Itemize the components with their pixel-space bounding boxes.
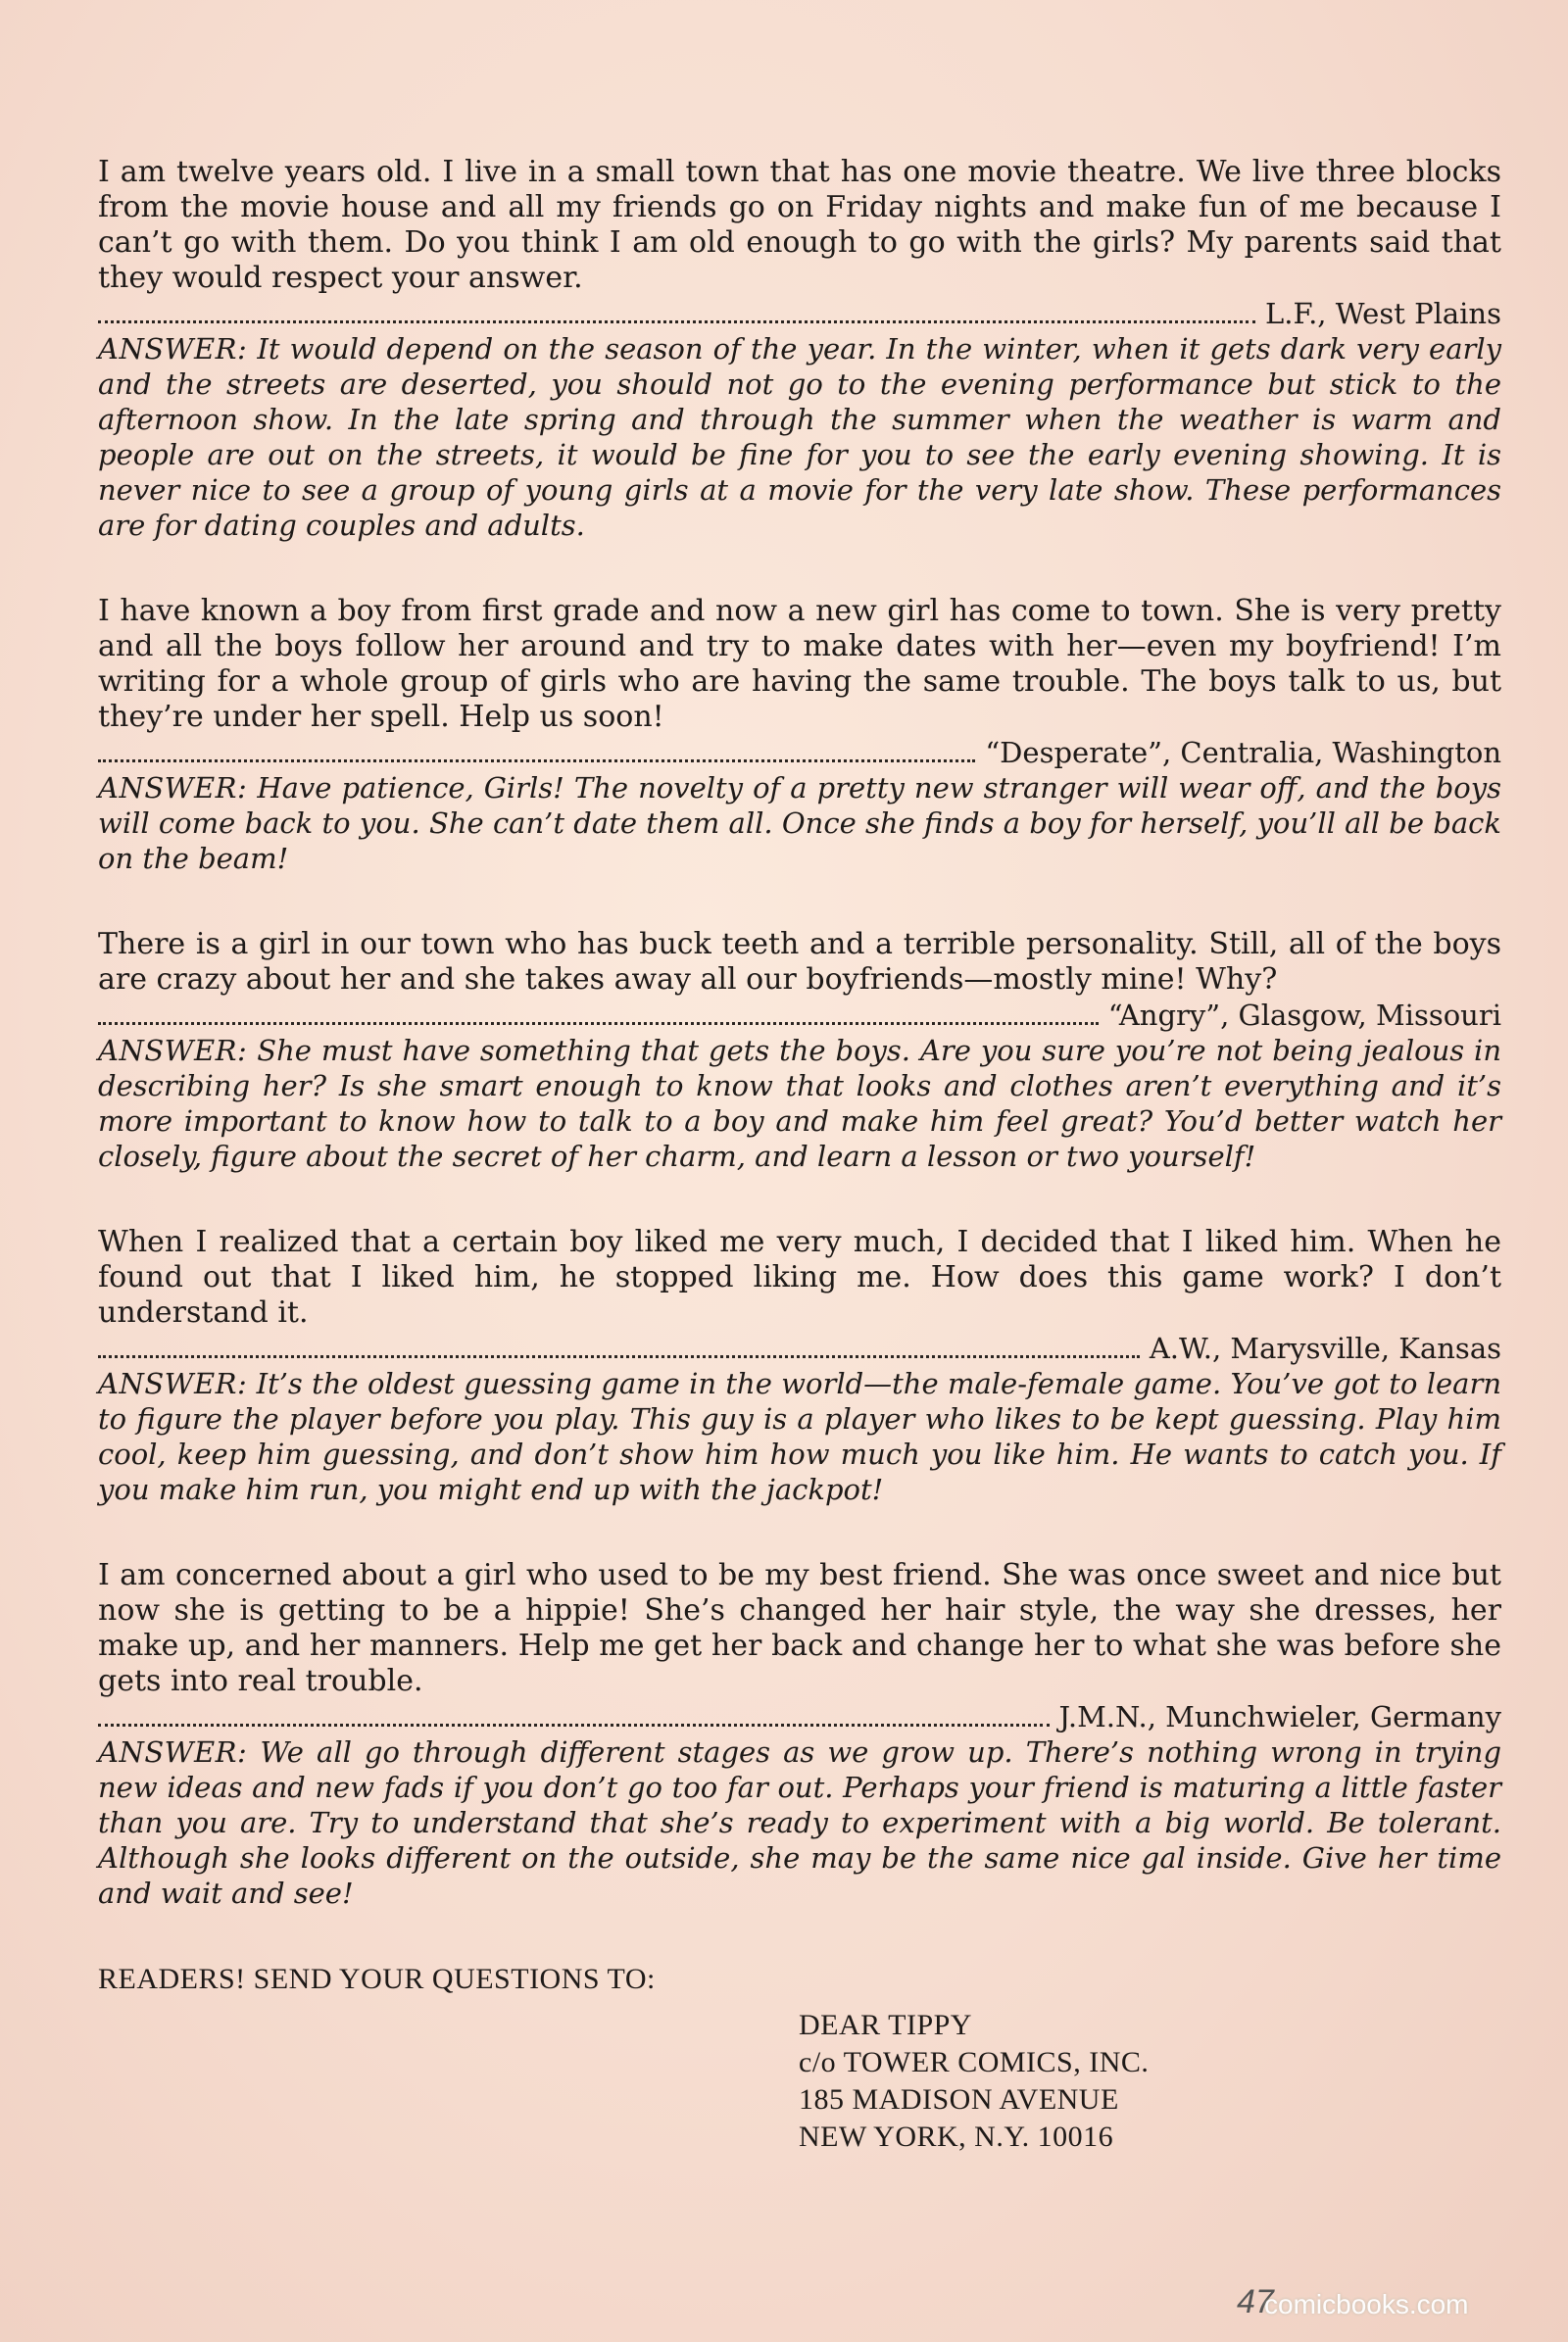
letter-1 bbox=[98, 155, 1501, 543]
letter-answer bbox=[98, 1033, 1501, 1174]
letter-signature: A.W., Marysville, Kansas bbox=[1149, 1332, 1501, 1365]
letter-signature-line bbox=[98, 735, 1501, 770]
letter-answer bbox=[98, 1734, 1501, 1911]
answer-label: ANSWER: bbox=[98, 1034, 248, 1067]
letter-5 bbox=[98, 1558, 1501, 1911]
address-line: DEAR TIPPY bbox=[799, 2009, 972, 2041]
letter-signature-line bbox=[98, 998, 1501, 1033]
letter-question: I have known a boy from first grade and now a new girl has come to town. She is very pretty and all the boys follow her around and try to make dates with her—even my boyfriend! I’m writing for a whole group of girls who are having the same trouble. The boys talk to us, but they’re under her spell. Help us soon! bbox=[98, 594, 1501, 734]
letter-signature: “Desperate”, Centralia, Washington bbox=[985, 736, 1501, 769]
dotted-leader bbox=[98, 759, 975, 762]
watermark: comicbooks.com bbox=[1264, 2289, 1469, 2319]
letter-answer bbox=[98, 331, 1501, 543]
answer-text: She must have something that gets the boys. Are you sure you’re not being jealous in describing her? Is she smart enough to know that looks and clothes aren’t everything and it’s more important to know how to talk to a boy and make him feel great? You’d better watch her closely, figure about the secret of her charm, and learn a lesson or two yourself! bbox=[98, 1034, 1502, 1173]
letters-page bbox=[98, 155, 1501, 2156]
letter-signature: L.F., West Plains bbox=[1264, 297, 1501, 330]
letter-question: When I realized that a certain boy liked me very much, I decided that I liked him. When he found out that I liked him, he stopped liking me. How does this game work? I don’t understand it. bbox=[98, 1225, 1501, 1330]
letter-question: I am concerned about a girl who used to be my best friend. She was once sweet and nice but now she is getting to be a hippie! She’s changed her hair style, the way she dresses, her make up, and her manners. Help me get her back and change her to what she was before she gets into real trouble. bbox=[98, 1558, 1501, 1698]
answer-text: We all go through different stages as we grow up. There’s nothing wrong in trying new ideas and new fads if you don’t go too far out. Perhaps your friend is maturing a little faster than you are. Try to understand that she’s ready to experiment with a big world. Be tolerant. Although she looks different on the outside, she may be the same nice gal inside. Give her time and wait and see! bbox=[98, 1735, 1502, 1910]
letter-signature: J.M.N., Munchwieler, Germany bbox=[1058, 1700, 1501, 1733]
letter-3 bbox=[98, 927, 1501, 1174]
answer-text: It would depend on the season of the year. In the winter, when it gets dark very early and the streets are deserted, you should not go to the evening performance but stick to the afternoon show. In the late spring and through the summer when the weather is warm and people are out on the streets, it would be fine for you to see the early evening showing. It is never nice to see a group of young girls at a movie for the very late show. These performances are for dating couples and adults. bbox=[98, 332, 1502, 542]
readers-call-to-action: READERS! SEND YOUR QUESTIONS TO: bbox=[98, 1963, 656, 1995]
answer-text: It’s the oldest guessing game in the world—the male-female game. You’ve got to learn to figure the player before you play. This guy is a player who likes to be kept guessing. Play him cool, keep him guessing, and don’t show him how much you like him. He wants to catch you. If you make him run, you might end up with the jackpot! bbox=[98, 1367, 1502, 1506]
dotted-leader bbox=[98, 320, 1255, 323]
answer-label: ANSWER: bbox=[98, 1367, 248, 1400]
address-line: 185 MADISON AVENUE bbox=[799, 2083, 1119, 2116]
letter-signature-line bbox=[98, 1699, 1501, 1734]
letter-signature-line bbox=[98, 1331, 1501, 1366]
letter-signature: “Angry”, Glasgow, Missouri bbox=[1107, 999, 1501, 1032]
answer-label: ANSWER: bbox=[98, 332, 248, 366]
answer-label: ANSWER: bbox=[98, 1735, 248, 1769]
letter-question: I am twelve years old. I live in a small town that has one movie theatre. We live three blocks from the movie house and all my friends go on Friday nights and make fun of me because I can’t go with them. Do you think I am old enough to go with the girls? My parents said that they would respect your answer. bbox=[98, 155, 1501, 295]
dotted-leader bbox=[98, 1022, 1099, 1025]
answer-label: ANSWER: bbox=[98, 771, 248, 805]
dotted-leader bbox=[98, 1724, 1050, 1727]
letter-signature-line bbox=[98, 296, 1501, 331]
answer-text: Have patience, Girls! The novelty of a pretty new stranger will wear off, and the boys will come back to you. She can’t date them all. Once she finds a boy for herself, you’ll all be back on the beam! bbox=[98, 771, 1502, 875]
address-line: NEW YORK, N.Y. 10016 bbox=[799, 2121, 1114, 2153]
mailing-address bbox=[799, 2007, 1501, 2156]
address-line: c/o TOWER COMICS, INC. bbox=[799, 2046, 1150, 2078]
letter-2 bbox=[98, 594, 1501, 876]
letter-answer bbox=[98, 1366, 1501, 1507]
letter-4 bbox=[98, 1225, 1501, 1507]
page-number: 47 bbox=[1237, 2283, 1274, 2320]
letter-answer bbox=[98, 770, 1501, 876]
letter-question: There is a girl in our town who has buck teeth and a terrible personality. Still, all of the boys are crazy about her and she takes away all our boyfriends—mostly mine! Why? bbox=[98, 927, 1501, 997]
dotted-leader bbox=[98, 1355, 1140, 1358]
